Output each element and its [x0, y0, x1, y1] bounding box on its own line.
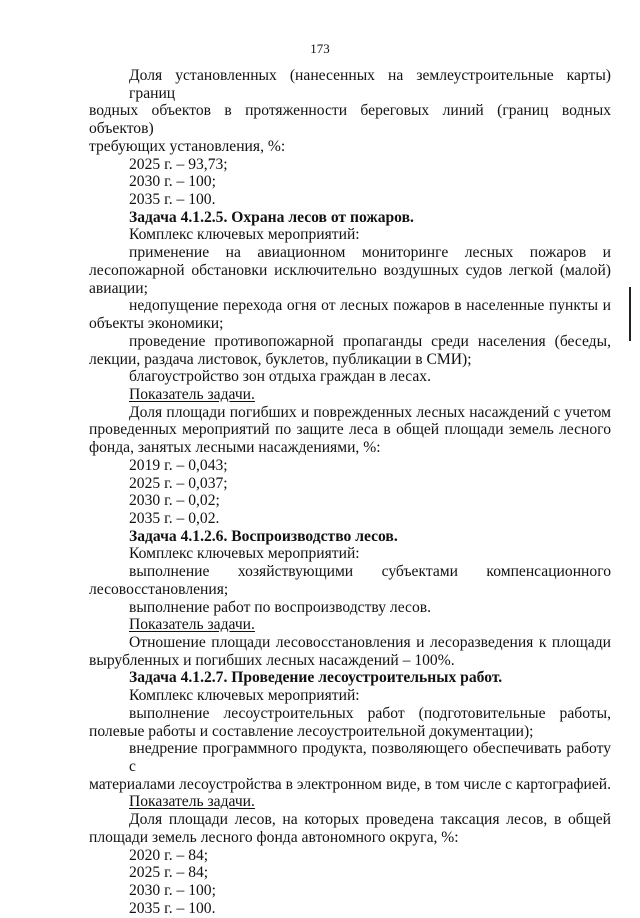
text-line: Доля установленных (нанесенных на землеустроительные карты) границ: [129, 67, 611, 102]
scan-edge-mark: [629, 287, 631, 341]
indicator-heading-text: Показатель задачи.: [129, 793, 255, 811]
text-line: 2025 г. – 93,73;: [129, 155, 228, 173]
text-line: объекты экономики;: [89, 315, 224, 333]
indicator-heading: [89, 616, 611, 634]
text-line: благоустройство зон отдыха граждан в лесах.: [129, 368, 432, 386]
text-line: 2025 г. – 0,037;: [129, 474, 228, 492]
text-line: выполнение работ по воспроизводству лесов.: [129, 598, 432, 616]
text-line: 2035 г. – 100.: [129, 191, 216, 209]
text-line: 2030 г. – 100;: [129, 173, 216, 191]
task-heading: Задача 4.1.2.5. Охрана лесов от пожаров.: [129, 208, 414, 226]
task-heading: Задача 4.1.2.6. Воспроизводство лесов.: [129, 527, 398, 545]
text-line: проведенных мероприятий по защите леса в общей площади земель лесного: [89, 421, 611, 439]
text-line: лесовосстановления;: [89, 580, 229, 598]
text-line: применение на авиационном мониторинге лесных пожаров и: [129, 244, 611, 262]
task-heading: Задача 4.1.2.7. Проведение лесоустроительных работ.: [129, 669, 503, 687]
text-line: 2035 г. – 100.: [129, 899, 216, 917]
text-line: лекции, раздача листовок, буклетов, публикации в СМИ);: [89, 350, 472, 368]
text-line: Комплекс ключевых мероприятий:: [129, 226, 360, 244]
page-number: 173: [310, 41, 330, 56]
text-line: выполнение лесоустроительных работ (подготовительные работы,: [129, 704, 611, 722]
indicator-heading: [89, 793, 611, 811]
text-line: 2025 г. – 84;: [129, 864, 209, 882]
text-line: 2030 г. – 100;: [129, 882, 216, 900]
text-line: требующих установления, %:: [89, 137, 286, 155]
indicator-heading: [89, 386, 611, 404]
text-line: авиации;: [89, 279, 148, 297]
text-line: недопущение перехода огня от лесных пожаров в населенные пункты и: [129, 297, 611, 315]
text-line: материалами лесоустройства в электронном виде, в том числе с картографией.: [89, 775, 611, 793]
text-line: выполнение хозяйствующими субъектами компенсационного: [129, 563, 611, 581]
text-line: внедрение программного продукта, позволяющего обеспечивать работу с: [129, 740, 611, 776]
text-line: 2020 г. – 84;: [129, 846, 209, 864]
text-line: Комплекс ключевых мероприятий:: [129, 545, 360, 563]
document-body: [89, 67, 611, 918]
text-line: вырубленных и погибших лесных насаждений – 100%.: [89, 651, 455, 669]
text-line: Комплекс ключевых мероприятий:: [129, 687, 360, 705]
text-line: 2035 г. – 0,02.: [129, 509, 220, 527]
indicator-heading-text: Показатель задачи.: [129, 385, 255, 403]
text-line: площади земель лесного фонда автономного округа, %:: [89, 828, 459, 846]
text-line: 2030 г. – 0,02;: [129, 492, 220, 510]
text-line: 2019 г. – 0,043;: [129, 456, 228, 474]
text-line: Доля площади лесов, на которых проведена таксация лесов, в общей: [129, 811, 611, 829]
text-line: фонда, занятых лесными насаждениями, %:: [89, 439, 381, 457]
text-line: Доля площади погибших и поврежденных лесных насаждений с учетом: [129, 403, 611, 421]
text-line: водных объектов в протяженности береговых линий (границ водных объектов): [89, 102, 611, 138]
indicator-heading-text: Показатель задачи.: [129, 616, 255, 634]
text-line: Отношение площади лесовосстановления и лесоразведения к площади: [129, 634, 611, 651]
text-line: проведение противопожарной пропаганды среди населения (беседы,: [129, 332, 611, 350]
text-line: полевые работы и составление лесоустроительной документации);: [89, 722, 534, 740]
text-line: лесопожарной обстановки исключительно воздушных судов легкой (малой): [89, 261, 611, 279]
